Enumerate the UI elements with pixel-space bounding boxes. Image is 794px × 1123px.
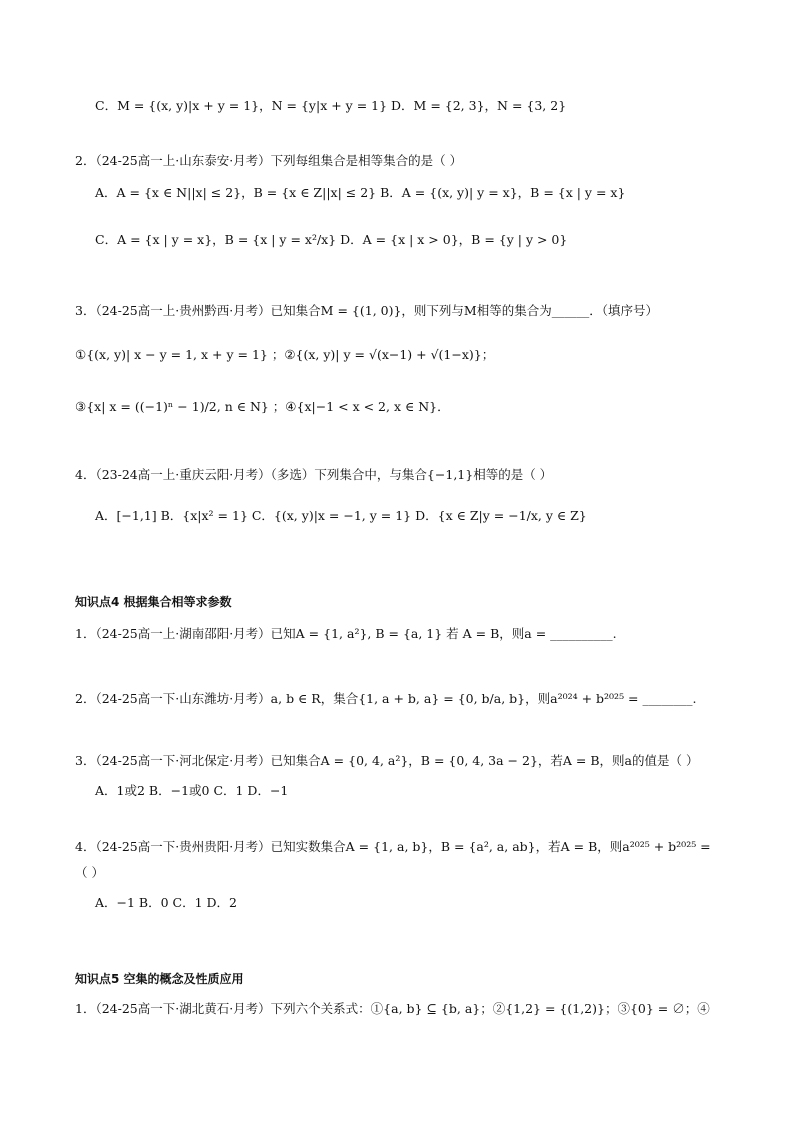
question-4-options: A．[−1,1] B．{x|x² = 1} C．{(x, y)|x = −1, y = 1} D．{x ∈ Z|y = −1/x, y ∈ Z} bbox=[95, 508, 587, 523]
k4-question-1: 1．（24-25高一上·湖南邵阳·月考）已知A = {1, a²}, B = {a, 1} 若 A = B，则a = __________. bbox=[75, 626, 617, 641]
section-heading-5: 知识点5 空集的概念及性质应用 bbox=[75, 972, 244, 986]
question-2-options-a-b: A．A = {x ∈ N||x| ≤ 2}，B = {x ∈ Z||x| ≤ 2} B．A = {(x, y)| y = x}，B = {x | y = x} bbox=[95, 185, 626, 200]
k4-question-2: 2．（24-25高一下·山东潍坊·月考）a, b ∈ R，集合{1, a + b, a} = {0, b/a, b}，则a²⁰²⁴ + b²⁰²⁵ = ________. bbox=[75, 691, 697, 706]
question-2-stem: 2．（24-25高一上·山东泰安·月考）下列每组集合是相等集合的是（ ） bbox=[75, 153, 463, 168]
question-3-items-3-4: ③{x| x = ((−1)ⁿ − 1)/2, n ∈ N} ；④{x|−1 < x < 2, x ∈ N}． bbox=[75, 399, 450, 414]
k4-question-3-stem: 3．（24-25高一下·河北保定·月考）已知集合A = {0, 4, a²}，B = {0, 4, 3a − 2}，若A = B，则a的值是（ ） bbox=[75, 753, 699, 768]
question-3-stem: 3．（24-25高一上·贵州黔西·月考）已知集合M = {(1, 0)}，则下列与M相等的集合为______．（填序号） bbox=[75, 303, 658, 318]
section-heading-4: 知识点4 根据集合相等求参数 bbox=[75, 595, 232, 609]
k4-question-4-brackets: （ ） bbox=[75, 865, 104, 880]
q1-option-c-d: C．M = {(x, y)|x + y = 1}，N = {y|x + y = 1} D．M = {2, 3}，N = {3, 2} bbox=[95, 98, 567, 113]
k5-question-1-stem: 1．（24-25高一下·湖北黄石·月考）下列六个关系式：①{a, b} ⊆ {b, a}；②{1,2} = {(1,2)}；③{0} = ∅；④ bbox=[75, 1001, 710, 1016]
k4-question-4-stem: 4．（24-25高一下·贵州贵阳·月考）已知实数集合A = {1, a, b}，B = {a², a, ab}，若A = B，则a²⁰²⁵ + b²⁰²⁵ = bbox=[75, 839, 711, 854]
question-3-items-1-2: ①{(x, y)| x − y = 1, x + y = 1} ；②{(x, y)| y = √(x−1) + √(1−x)}； bbox=[75, 347, 495, 362]
k4-question-4-options: A．−1 B．0 C．1 D．2 bbox=[95, 895, 238, 910]
k4-question-3-options: A．1或2 B．−1或0 C．1 D．−1 bbox=[95, 783, 289, 798]
question-4-stem: 4．（23-24高一上·重庆云阳·月考）（多选）下列集合中，与集合{−1,1}相等的是（ ） bbox=[75, 467, 553, 482]
question-2-options-c-d: C．A = {x | y = x}，B = {x | y = x²/x} D．A = {x | x > 0}，B = {y | y > 0} bbox=[95, 232, 568, 247]
